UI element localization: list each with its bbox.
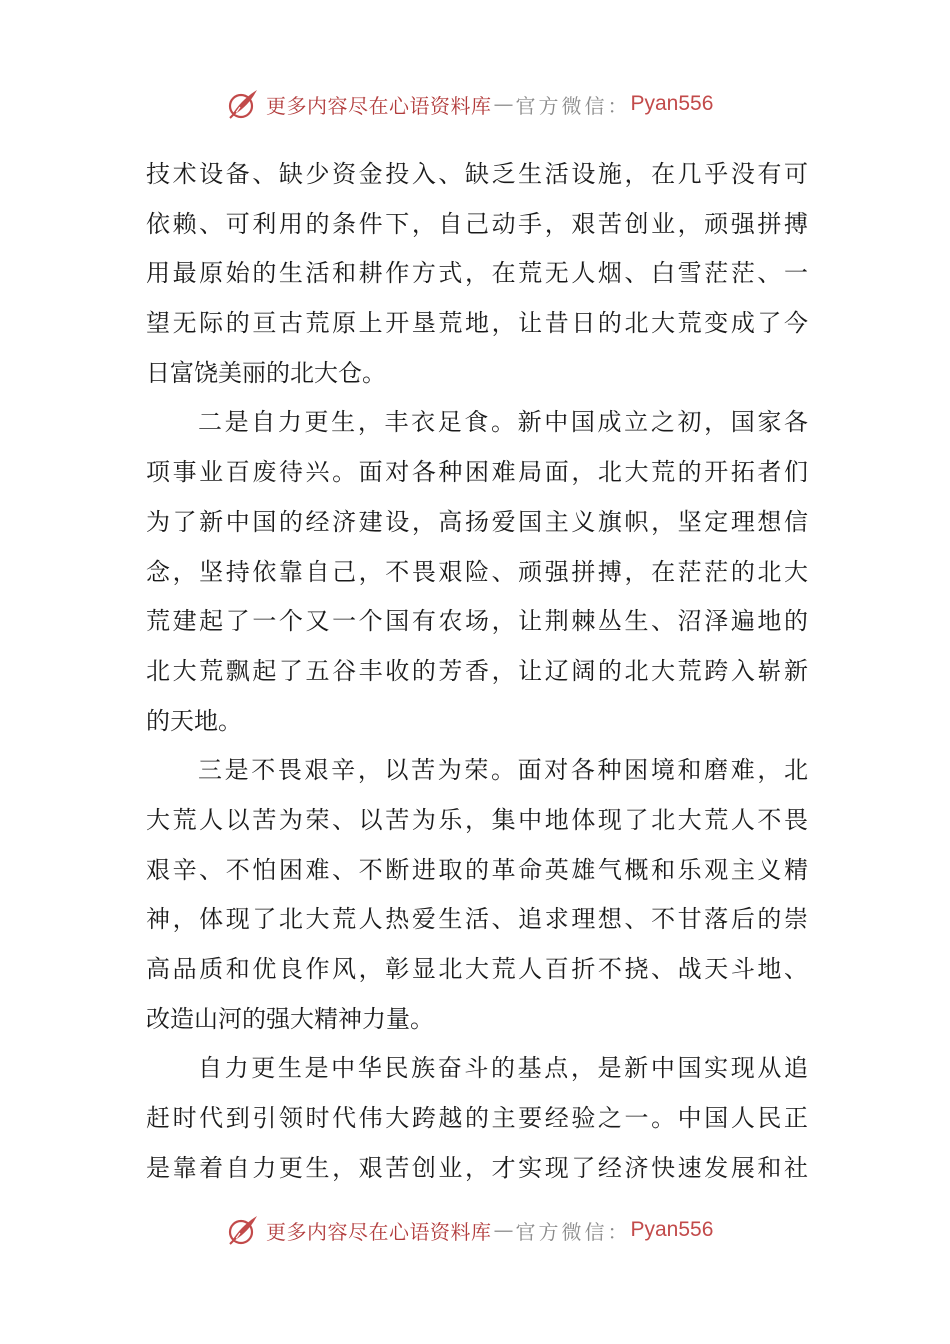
body-line: 改造山河的强大精神力量。 (146, 1004, 434, 1033)
quill-logo-icon (226, 1213, 260, 1247)
body-line: 神，体现了北大荒人热爱生活、追求理想、不甘落后的崇 (146, 905, 808, 934)
banner-dash: — (493, 92, 514, 116)
body-line: 艰辛、不怕困难、不断进取的革命英雄气概和乐观主义精 (146, 855, 808, 884)
body-line: 荒建起了一个又一个国有农场，让荆棘丛生、沼泽遍地的 (146, 607, 808, 636)
banner-wechat-label: 官方微信： (515, 1219, 631, 1244)
paragraph-start-line: 三是不畏艰辛，以苦为荣。面对各种困境和磨难，北 (198, 756, 808, 785)
body-line: 用最原始的生活和耕作方式，在荒无人烟、白雪茫茫、一 (146, 259, 808, 288)
body-line: 念，坚持依靠自己，不畏艰险、顽强拼搏，在茫茫的北大 (146, 557, 808, 586)
banner-slogan: 更多内容尽在心语资料库 (266, 1219, 492, 1244)
body-text (146, 150, 808, 1193)
quill-logo-icon (226, 87, 260, 121)
paragraph-start-line: 二是自力更生，丰衣足食。新中国成立之初，国家各 (198, 408, 808, 437)
body-line: 为了新中国的经济建设，高扬爱国主义旗帜，坚定理想信 (146, 507, 808, 536)
body-line: 望无际的亘古荒原上开垦荒地，让昔日的北大荒变成了今 (146, 309, 808, 338)
body-line: 的天地。 (146, 706, 242, 735)
body-line: 大荒人以苦为荣、以苦为乐，集中地体现了北大荒人不畏 (146, 805, 808, 834)
banner-slogan: 更多内容尽在心语资料库 (266, 93, 492, 118)
banner-wechat-id: Pyan556 (630, 92, 714, 115)
banner-wechat-id: Pyan556 (630, 1218, 714, 1241)
body-line: 是靠着自力更生，艰苦创业，才实现了经济快速发展和社 (146, 1153, 808, 1182)
body-line: 赶时代到引领时代伟大跨越的主要经验之一。中国人民正 (146, 1104, 808, 1133)
body-line: 技术设备、缺少资金投入、缺乏生活设施，在几乎没有可 (146, 160, 808, 188)
body-line: 日富饶美丽的北大仓。 (146, 358, 386, 387)
body-line: 项事业百废待兴。面对各种困难局面，北大荒的开拓者们 (146, 458, 808, 487)
header-banner (226, 84, 746, 124)
banner-dash: — (493, 1218, 514, 1242)
footer-banner (226, 1210, 746, 1250)
body-line: 依赖、可利用的条件下，自己动手，艰苦创业，顽强拼搏 (146, 209, 808, 238)
paragraph-start-line: 自力更生是中华民族奋斗的基点，是新中国实现从追 (198, 1054, 808, 1083)
body-line: 高品质和优良作风，彰显北大荒人百折不挠、战天斗地、 (146, 955, 808, 983)
body-line: 北大荒飘起了五谷丰收的芳香，让辽阔的北大荒跨入崭新 (146, 656, 808, 685)
banner-wechat-label: 官方微信： (515, 93, 631, 118)
